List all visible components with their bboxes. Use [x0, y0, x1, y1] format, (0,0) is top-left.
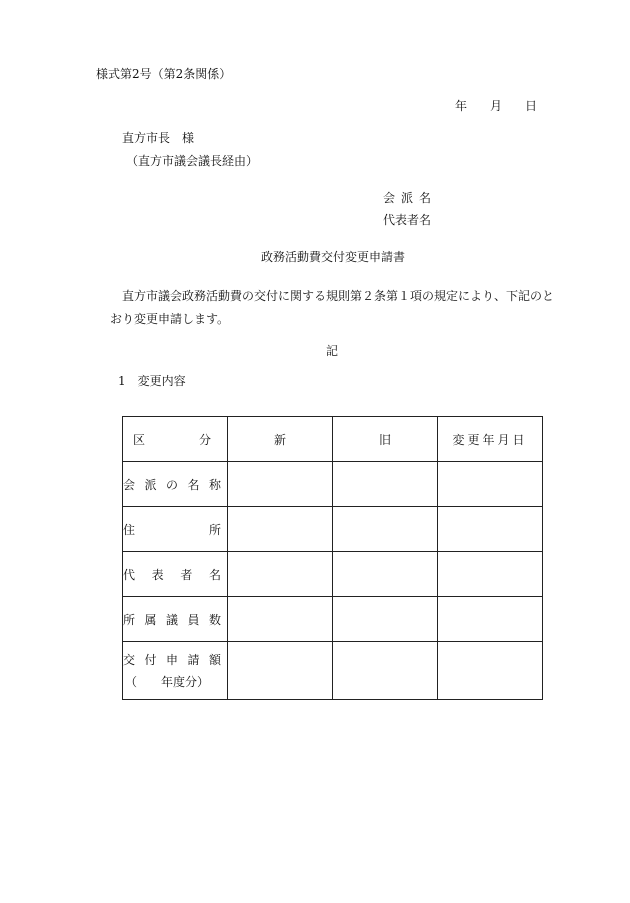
row-label-char: 称: [208, 477, 221, 492]
row-label-char: 額: [208, 652, 221, 667]
cell-old-address[interactable]: [333, 507, 438, 552]
cell-date-address[interactable]: [438, 507, 543, 552]
cell-old-member-count[interactable]: [333, 597, 438, 642]
header-category: [123, 417, 228, 462]
header-change-date: 変更年月日: [438, 417, 543, 462]
addressee-name: 直方市長 様: [122, 131, 195, 145]
row-label-representative: [123, 552, 228, 597]
header-category-char-2: 分: [198, 432, 211, 447]
faction-label: 会派名: [383, 191, 438, 205]
row-label-char: 属: [144, 612, 157, 627]
row-label-char: 会: [123, 477, 136, 492]
cell-old-grant-amount[interactable]: [333, 642, 438, 700]
row-label-char: 所: [208, 522, 221, 537]
cell-date-member-count[interactable]: [438, 597, 543, 642]
row-label-fiscal-year: （ 年度分）: [125, 674, 210, 689]
row-label-char: 名: [208, 567, 221, 582]
row-label-address: [123, 507, 228, 552]
row-label-char: 名: [187, 477, 200, 492]
table-row: [123, 552, 543, 597]
row-label-char: 請: [187, 652, 200, 667]
date-day: 日: [525, 99, 538, 113]
change-content-table: [122, 416, 543, 700]
table-row: [123, 462, 543, 507]
header-old: 旧: [333, 417, 438, 462]
body-text-line-2: おり変更申請します。: [110, 312, 230, 326]
row-label-char: 者: [180, 567, 193, 582]
cell-new-representative[interactable]: [228, 552, 333, 597]
cell-old-representative[interactable]: [333, 552, 438, 597]
table-row: [123, 597, 543, 642]
row-label-char: 所: [123, 612, 136, 627]
table-row: [123, 642, 543, 700]
row-label-grant-amount: [123, 642, 228, 700]
row-label-char: 数: [208, 612, 221, 627]
cell-new-member-count[interactable]: [228, 597, 333, 642]
header-new: 新: [228, 417, 333, 462]
row-label-char: の: [165, 477, 178, 492]
document-title: 政務活動費交付変更申請書: [261, 250, 406, 264]
form-number: 様式第2号（第2条関係）: [96, 67, 232, 81]
date-year: 年: [455, 99, 468, 113]
representative-label: 代表者名: [383, 213, 432, 227]
header-category-char-1: 区: [133, 432, 146, 447]
row-label-char: 議: [165, 612, 178, 627]
cell-date-faction-name[interactable]: [438, 462, 543, 507]
cell-date-grant-amount[interactable]: [438, 642, 543, 700]
table-header-row: [123, 417, 543, 462]
cell-new-grant-amount[interactable]: [228, 642, 333, 700]
row-label-char: 付: [144, 652, 157, 667]
row-label-char: 派: [144, 477, 157, 492]
date-month: 月: [490, 99, 503, 113]
cell-old-faction-name[interactable]: [333, 462, 438, 507]
table-row: [123, 507, 543, 552]
cell-new-faction-name[interactable]: [228, 462, 333, 507]
row-label-char: 員: [187, 612, 200, 627]
addressee-via: （直方市議会議長経由）: [126, 154, 259, 168]
row-label-char: 住: [123, 522, 136, 537]
row-label-char: 表: [151, 567, 164, 582]
cell-date-representative[interactable]: [438, 552, 543, 597]
ki-heading: 記: [326, 344, 339, 358]
row-label-faction-name: [123, 462, 228, 507]
body-text-line-1: 直方市議会政務活動費の交付に関する規則第２条第１項の規定により、下記のと: [122, 289, 555, 303]
row-label-char: 交: [123, 652, 136, 667]
row-label-member-count: [123, 597, 228, 642]
row-label-char: 申: [165, 652, 178, 667]
section-heading: 1 変更内容: [118, 374, 186, 388]
row-label-char: 代: [123, 567, 136, 582]
cell-new-address[interactable]: [228, 507, 333, 552]
